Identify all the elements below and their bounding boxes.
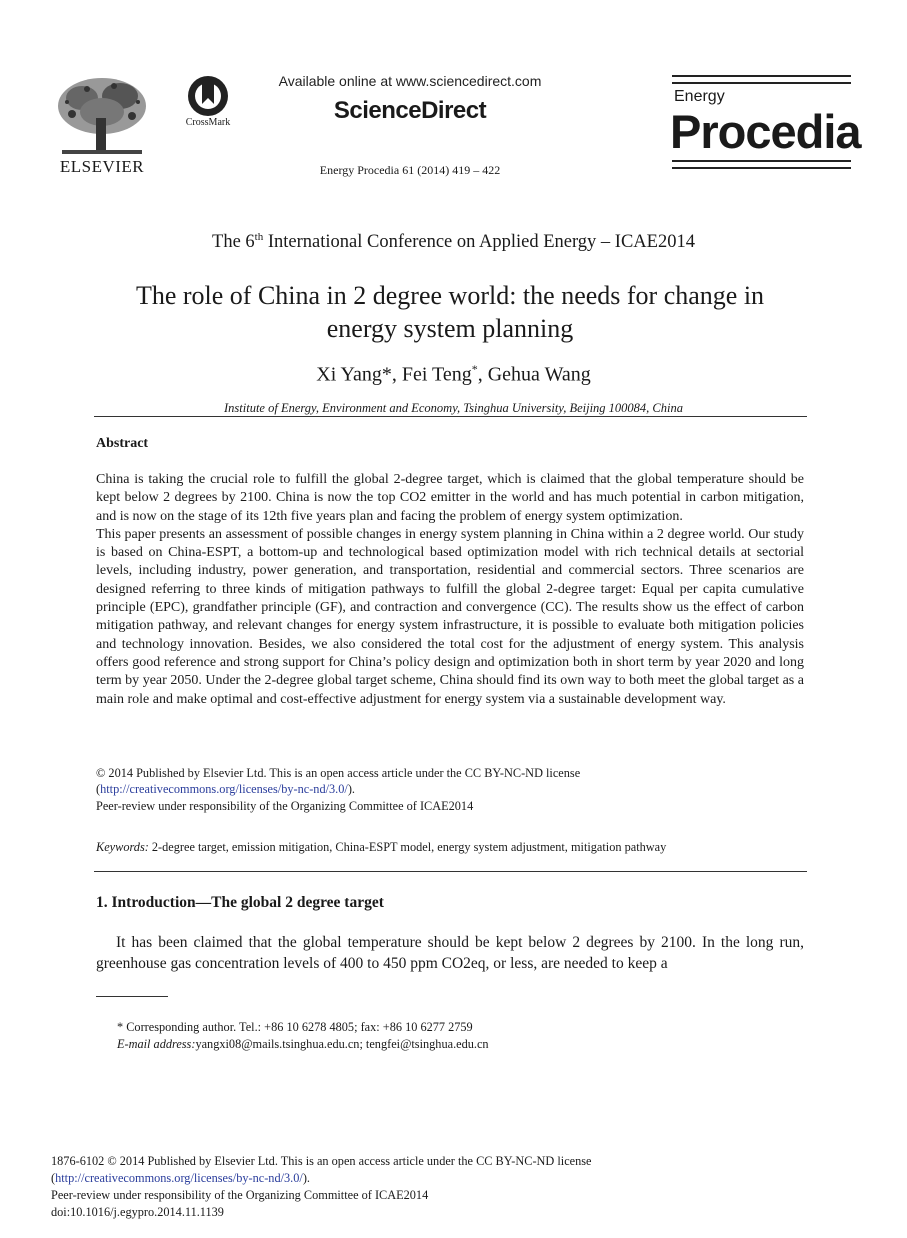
crossmark-label: CrossMark <box>185 117 231 128</box>
divider <box>94 416 807 417</box>
divider <box>94 871 807 872</box>
conference-name: The 6th International Conference on Applied Energy – ICAE2014 <box>212 231 695 253</box>
keywords: Keywords: 2-degree target, emission mitigation, China-ESPT model, energy system adjustment, mitigation pathway <box>96 840 667 854</box>
journal-logo-rule <box>672 160 851 162</box>
journal-brand-large: Procedia <box>670 105 861 158</box>
abstract-paragraph: This paper presents an assessment of possible changes in energy system planning in China within a 2 degree world. Our study is based on China-ESPT, a bottom-up and technological based optimization model with rich technical details at sectorial levels, including industry, power generation, and transportation, residential and commercial sectors. Three scenarios are designed referring to three kinds of mitigation pathways to fulfill the global 2-degree target: Equal per capita cumulative principle (EPC), grandfather principle (GF), and contraction and convergence (CC). The results show us the effect of carbon mitigation pathway, and relevant changes for energy system infrastructure, it is possible to evaluate both mitigation policies and technology innovation. Besides, we also considered the total cost for the adjustment of energy system. This analysis offers good reference and strong support for China’s policy design and optimization both in short term by year 2020 and long term by year 2050. Under the 2-degree global target scheme, China should find its own way to both meet the global target as a main role and make optimal and cost-effective adjustment for energy system via a sustainable development way. <box>96 526 804 707</box>
footnote-divider <box>96 996 168 997</box>
abstract-heading: Abstract <box>96 436 149 451</box>
author: Fei Teng <box>401 363 472 386</box>
doi: doi:10.1016/j.egypro.2014.11.1139 <box>51 1205 224 1219</box>
available-online-text: Available online at www.sciencedirect.com <box>278 73 542 89</box>
email-addresses: yangxi08@mails.tsinghua.edu.cn; tengfei@tsinghua.edu.cn <box>195 1037 489 1051</box>
license-link[interactable]: http://creativecommons.org/licenses/by-nc-nd/3.0/ <box>100 782 348 797</box>
author-list: Xi Yang*, Fei Teng*, Gehua Wang <box>316 362 591 386</box>
journal-reference: Energy Procedia 61 (2014) 419 – 422 <box>319 163 501 177</box>
affiliation: Institute of Energy, Environment and Economy, Tsinghua University, Beijing 100084, China <box>224 401 683 415</box>
intro-paragraph: It has been claimed that the global temperature should be kept below 2 degrees by 2100. In the long run, greenhouse gas concentration levels of 400 to 450 ppm CO2eq, or less, are needed to keep a <box>96 934 804 972</box>
journal-brand-small: Energy <box>674 88 725 105</box>
abstract-body <box>96 471 804 709</box>
section-heading: 1. Introduction—The global 2 degree target <box>96 894 384 911</box>
publisher-name: ELSEVIER <box>59 157 145 176</box>
journal-logo-rule <box>672 167 851 169</box>
author: Xi Yang* <box>316 363 392 386</box>
keywords-label: Keywords: <box>96 840 149 854</box>
footnote: * Corresponding author. Tel.: +86 10 6278 4805; fax: +86 10 6277 2759 E-mail address:yangxi08@mails.tsinghua.edu.cn; tengfei@tsinghua.edu.cn <box>117 1020 489 1051</box>
sciencedirect-wordmark: ScienceDirect <box>333 97 487 124</box>
journal-logo-rule <box>672 75 851 77</box>
journal-logo-rule <box>672 82 851 84</box>
paper-title: The role of China in 2 degree world: the needs for change in energy system planning <box>135 281 765 343</box>
page-footer: 1876-6102 © 2014 Published by Elsevier Ltd. This is an open access article under the CC BY-NC-ND license (http://creativecommons.org/licenses/by-nc-nd/3.0/). Peer-review under responsibility of the Organizing Committee of ICAE2014 doi:10.1016/j.egypro.2014.11.1139 <box>51 1153 671 1221</box>
license-block: © 2014 Published by Elsevier Ltd. This is an open access article under the CC BY-NC-ND license (http://creativecommons.org/licenses/by-nc-nd/3.0/). Peer-review under responsibility of the Organizing Committee of ICAE2014 <box>96 766 581 813</box>
footer-license-link[interactable]: http://creativecommons.org/licenses/by-nc-nd/3.0/ <box>55 1171 303 1185</box>
abstract-paragraph: China is taking the crucial role to fulfill the global 2-degree target, which is claimed that the global temperature should be kept below 2 degrees by 2100. China is now the top CO2 emitter in the world and has much potential in carbon mitigation, and is now on the stage of its 12th five years plan and facing the problem of energy system optimization. <box>96 472 804 524</box>
author: Gehua Wang <box>487 363 591 386</box>
